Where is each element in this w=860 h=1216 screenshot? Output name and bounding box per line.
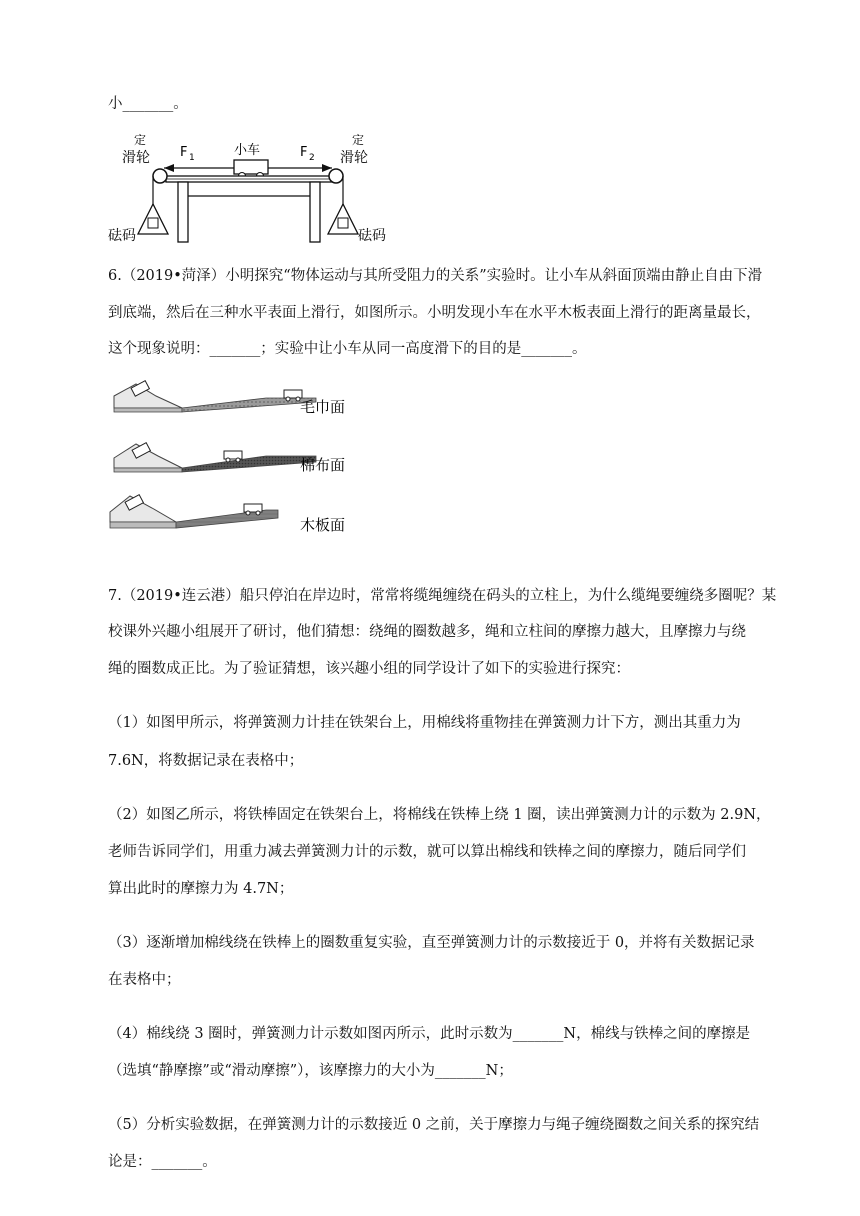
q7-intro-line-2: 校课外兴趣小组展开了研讨，他们猜想：绕绳的圈数越多，绳和立柱间的摩擦力越大，且摩擦力与绕 xyxy=(108,624,746,640)
q7-step1-line-1: （1）如图甲所示，将弹簧测力计挂在铁架台上，用棉线将重物挂在弹簧测力计下方，测出其重力为 xyxy=(108,715,741,731)
q7-step2-line-3: 算出此时的摩擦力为 4.7N； xyxy=(108,881,294,897)
q6-line-3: 这个现象说明：_______；实验中让小车从同一高度滑下的目的是_______。 xyxy=(108,341,587,357)
cart-pulley-figure xyxy=(108,130,398,246)
left-weight-label: 砝码 xyxy=(108,228,136,244)
cart-label: 小车 xyxy=(234,143,261,158)
towel-surface-label: 毛巾面 xyxy=(300,398,346,416)
q7-step3-line-2: 在表格中； xyxy=(108,972,181,988)
continued-text-line: 小_______。 xyxy=(108,96,188,112)
q7-step4-line-2: （选填“静摩擦”或“滑动摩擦”），该摩擦力的大小为_______N； xyxy=(108,1063,513,1079)
towel-surface-setup xyxy=(114,381,316,412)
right-weight-block xyxy=(338,218,348,228)
cotton-surface-setup xyxy=(114,443,316,472)
left-pulley-icon xyxy=(153,169,167,183)
q7-step5-line-2: 论是：_______。 xyxy=(108,1154,217,1170)
wood-surface-label: 木板面 xyxy=(300,516,346,534)
q7-step5-line-1: （5）分析实验数据，在弹簧测力计的示数接近 0 之前，关于摩擦力与绳子缠绕圈数之间关系的探究结 xyxy=(108,1117,760,1133)
q7-step4-line-1: （4）棉线绕 3 圈时，弹簧测力计示数如图丙所示，此时示数为_______N，棉线与铁棒之间的摩擦是 xyxy=(108,1026,751,1042)
cart-body xyxy=(234,160,268,174)
right-pulley-label-1: 定 xyxy=(352,133,365,147)
force-f2-label: F xyxy=(300,145,308,160)
left-pulley-label-1: 定 xyxy=(134,133,147,147)
right-pulley-label-2: 滑轮 xyxy=(340,150,368,166)
right-weight-label: 砝码 xyxy=(358,228,386,244)
cotton-surface-label: 棉布面 xyxy=(300,456,346,474)
q6-line-1: 6.（2019•菏泽）小明探究“物体运动与其所受阻力的关系”实验时。让小车从斜面顶端由静止自由下滑 xyxy=(108,268,763,284)
wood-surface-setup xyxy=(110,495,278,528)
right-pulley-icon xyxy=(329,169,343,183)
q7-step1-line-2: 7.6N，将数据记录在表格中； xyxy=(108,753,304,769)
force-f1-subscript: 1 xyxy=(189,153,195,163)
force-f2-subscript: 2 xyxy=(309,153,315,163)
left-pulley-label-2: 滑轮 xyxy=(122,150,150,166)
q7-intro-line-1: 7.（2019•连云港）船只停泊在岸边时，常常将缆绳缠绕在码头的立柱上，为什么缆绳要缠绕多圈呢？某 xyxy=(108,588,777,604)
q7-step2-line-1: （2）如图乙所示，将铁棒固定在铁架台上，将棉线在铁棒上绕 1 圈，读出弹簧测力计的示数为 2.9N， xyxy=(108,807,771,823)
left-weight-block xyxy=(148,218,158,228)
q7-step3-line-1: （3）逐渐增加棉线绕在铁棒上的圈数重复实验，直至弹簧测力计的示数接近于 0，并将有关数据记录 xyxy=(108,935,755,951)
q7-intro-line-3: 绳的圈数成正比。为了验证猜想，该兴趣小组的同学设计了如下的实验进行探究： xyxy=(108,661,630,677)
ramp-surfaces-figure xyxy=(106,372,366,538)
force-f1-label: F xyxy=(180,145,188,160)
table-leg xyxy=(310,182,320,242)
q6-line-2: 到底端，然后在三种水平表面上滑行，如图所示。小明发现小车在水平木板表面上滑行的距离量最长， xyxy=(108,305,761,321)
q7-step2-line-2: 老师告诉同学们，用重力减去弹簧测力计的示数，就可以算出棉线和铁棒之间的摩擦力，随后同学们 xyxy=(108,844,746,860)
table-leg xyxy=(178,182,188,242)
